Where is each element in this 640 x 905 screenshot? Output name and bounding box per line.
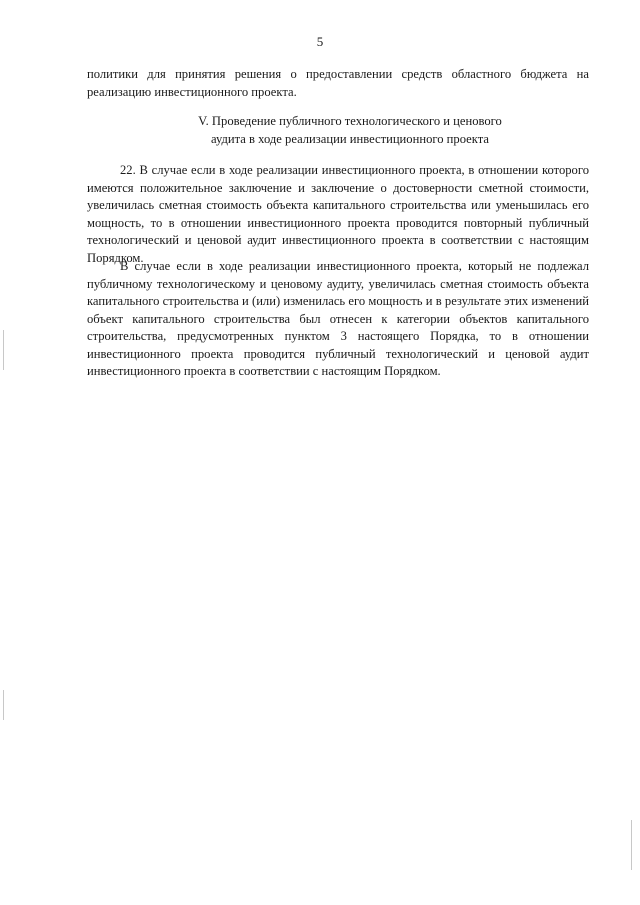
paragraph-22-continued: В случае если в ходе реализации инвестиционного проекта, который не подлежал публичному технологическому и ценовому аудиту, увеличилась сметная стоимость объекта капитального строительства и (или) изменилась его мощность и в результате этих изменений объект капитального строительства был отнесен к категории объектов капитального строительства, предусмотренных пунктом 3 настоящего Порядка, то в отношении инвестиционного проекта проводится публичный технологический и ценовой аудит инвестиционного проекта в соответствии с настоящим Порядком.: [87, 259, 589, 378]
paragraph-22: 22. В случае если в ходе реализации инвестиционного проекта, в отношении которого имеются положительное заключение и заключение о достоверности сметной стоимости, увеличилась сметная стоимость объекта капитального строительства или уменьшилась его мощность, то в отношении инвестиционного проекта проводится повторный публичный технологический и ценовой аудит инвестиционного проекта в соответствии с настоящим Порядком.: [87, 163, 589, 265]
scan-edge-mark: [631, 820, 632, 870]
continuation-text: политики для принятия решения о предоставлении средств областного бюджета на реализацию инвестиционного проекта.: [87, 67, 589, 99]
section-heading: [150, 112, 550, 148]
scan-edge-mark: [3, 330, 4, 370]
section-heading-line-1: V. Проведение публичного технологического и ценового: [198, 114, 502, 128]
scan-edge-mark: [3, 690, 4, 720]
page-number: 5: [316, 34, 324, 49]
section-heading-line-2: аудита в ходе реализации инвестиционного проекта: [211, 132, 489, 146]
